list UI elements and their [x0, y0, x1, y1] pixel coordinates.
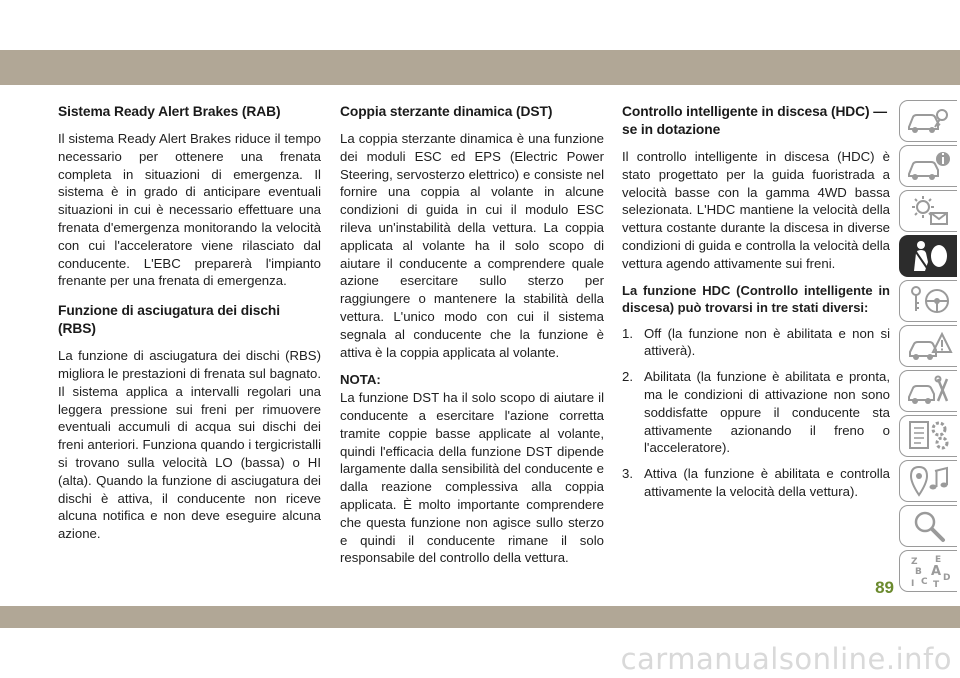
heading-dst: Coppia sterzante dinamica (DST): [340, 104, 553, 119]
note-text: La funzione DST ha il solo scopo di aiutare il conducente a esercitare l'azione corretta tramite coppie basse applicate al volante, quindi l'efficacia della funzione DST dipende largamente dalla sensibilità del conducente e dalla reazione complessiva alla coppia applicata. È molto importante comprendere che questa funzione non agisce sullo sterzo e quindi il conducente rimane il solo responsabile del controllo della vettura.: [340, 390, 604, 566]
tab-safety[interactable]: [899, 235, 957, 277]
index-letter-d: D: [942, 573, 950, 583]
index-letter-a: A: [930, 564, 941, 579]
list-item: [622, 465, 890, 501]
list-item-text: Off (la funzione non è abilitata e non si attiverà).: [644, 325, 890, 359]
music-navigation-icon: [905, 463, 953, 499]
top-margin: [0, 0, 960, 50]
list-item: [622, 325, 890, 361]
specifications-gears-icon: [905, 418, 953, 454]
list-item-number: 3.: [622, 466, 633, 482]
hdc-states-list: [622, 325, 890, 501]
list-item-text: Abilitata (la funzione è abilitata e pronta, ma le condizioni di attivazione non sono soddisfatte oppure il conducente sta attivamente azionando il freno o l'acceleratore).: [644, 369, 890, 456]
list-item-text: Attiva (la funzione è abilitata e controlla attivamente la velocità della vettura).: [644, 466, 890, 499]
tab-getting-to-know-vehicle[interactable]: [899, 100, 957, 142]
chapter-tabs: [895, 100, 960, 595]
index-letter-z: Z: [910, 557, 918, 567]
paragraph-rab: Il sistema Ready Alert Brakes riduce il tempo necessario per ottenere una frenata completa in situazioni di emergenza. Il sistema è in grado di anticipare eventuali situazioni in cui è necessario effettuare una frenata d'emergenza monitorando la velocità con cui l'acceleratore viene rilasciato dal conducente. L'EBC preparerà l'impianto frenante per una frenata di emergenza.: [58, 131, 321, 289]
subheading-hdc-states: La funzione HDC (Controllo intelligente in discesa) può trovarsi in tre stati diversi:: [622, 282, 890, 316]
tab-multimedia[interactable]: [899, 460, 957, 502]
tab-technical-specifications[interactable]: [899, 415, 957, 457]
watermark: carmanualsonline.info: [620, 642, 952, 676]
car-info-icon: [905, 148, 953, 184]
heading-rab: Sistema Ready Alert Brakes (RAB): [58, 104, 281, 119]
tab-warning-lights[interactable]: [899, 190, 957, 232]
list-item: [622, 368, 890, 457]
column-3: [622, 103, 890, 509]
index-letter-b: B: [914, 567, 922, 577]
index-letter-t: T: [932, 580, 939, 589]
tab-getting-to-know-instrument[interactable]: [899, 145, 957, 187]
heading-hdc: Controllo intelligente in discesa (HDC) — se in dotazione: [622, 104, 887, 137]
seatbelt-airbag-icon: [905, 238, 953, 274]
tab-starting-operating[interactable]: [899, 280, 957, 322]
column-1: [58, 103, 321, 552]
alphabetical-index-icon: [905, 553, 953, 589]
paragraph-rbs: La funzione di asciugatura dei dischi (RBS) migliora le prestazioni di frenata sul bagnato. Il sistema applica a intervalli regolari una leggera pressione sui freni per rimuovere eventuali accumuli di acqua sui dischi dei freni anteriori. Funziona quando i tergicristalli si trovano sulla velocità LO (bassa) o HI (alta). Quando la funzione di asciugatura dei dischi è attiva, il conducente non riceve alcuna notifica e non deve eseguire alcuna azione.: [58, 348, 321, 542]
footer-band: [0, 606, 960, 628]
car-tools-icon: [905, 373, 953, 409]
list-item-number: 2.: [622, 369, 633, 385]
note-label: NOTA:: [340, 372, 381, 388]
header-band: [0, 50, 960, 85]
index-letter-e: E: [934, 555, 941, 565]
warning-light-message-icon: [905, 193, 953, 229]
index-letter-c: C: [920, 577, 928, 587]
car-key-icon: [905, 103, 953, 139]
tab-in-case-of-emergency[interactable]: [899, 325, 957, 367]
list-item-number: 1.: [622, 325, 633, 341]
hazard-warning-icon: [905, 328, 953, 364]
column-2: [340, 103, 604, 576]
index-letter-i: I: [910, 579, 914, 589]
search-magnifier-icon: [905, 508, 953, 544]
tab-index[interactable]: [899, 550, 957, 592]
page-number: 89: [875, 578, 894, 597]
heading-rbs: Funzione di asciugatura dei dischi (RBS): [58, 303, 280, 337]
paragraph-hdc: Il controllo intelligente in discesa (HDC) è stato progettato per la guida fuoristrada a velocità basse con la gamma 4WD bassa selezionata. L'HDC mantiene la velocità della vettura costante durante la discesa in diverse condizioni di guida e controlla la velocità della vettura agendo attivamente sui freni.: [622, 149, 890, 271]
paragraph-dst: La coppia sterzante dinamica è una funzione dei moduli ESC ed EPS (Electric Power Steering, servosterzo elettrico) e consiste nel fornire una coppia al volante in alcune condizioni di guida in cui il modulo ESC rileva un'instabilità della vettura. La coppia applicata al volante ha il solo scopo di aiutare il conducente a comprendere quale azione esercitare sullo sterzo per raggiungere o mantenere la stabilità della vettura. L'unico modo con cui il sistema segnala al conducente che la funzione è attiva è la coppia applicata al volante.: [340, 131, 604, 360]
tab-customer-assistance[interactable]: [899, 505, 957, 547]
tab-servicing-maintenance[interactable]: [899, 370, 957, 412]
key-steering-wheel-icon: [905, 283, 953, 319]
